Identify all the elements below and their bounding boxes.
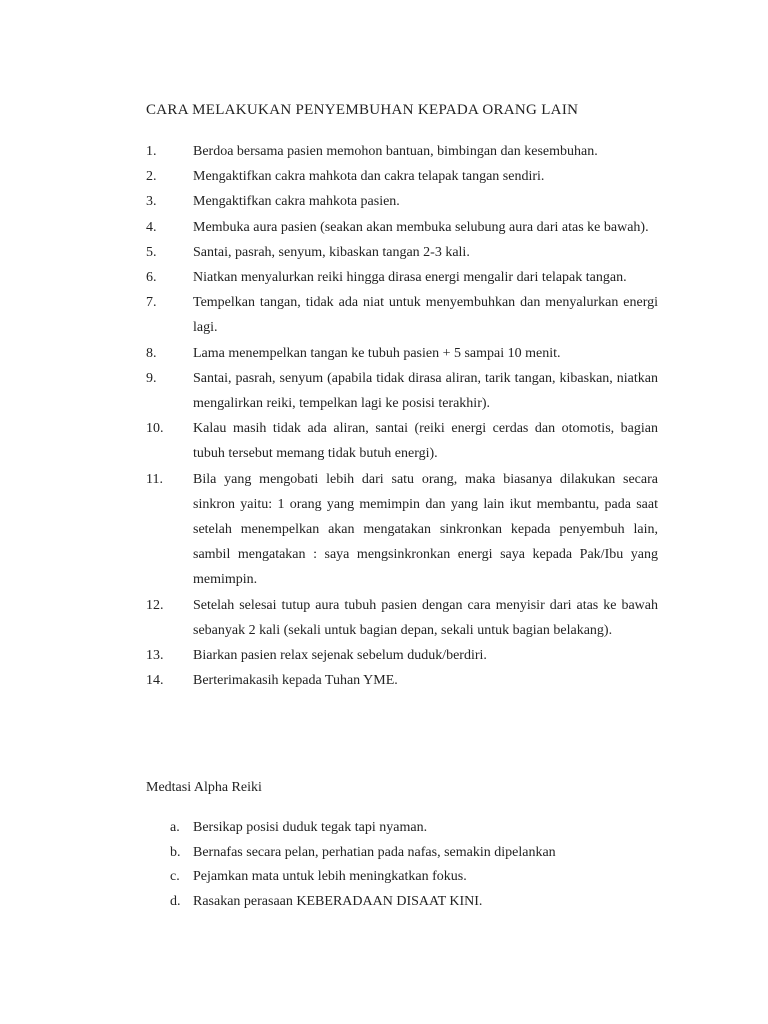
item-letter: b. — [170, 844, 181, 860]
item-text: Niatkan menyalurkan reiki hingga dirasa energi mengalir dari telapak tangan. — [193, 270, 627, 286]
item-text: Pejamkan mata untuk lebih meningkatkan fokus. — [193, 869, 467, 885]
item-text: Kalau masih tidak ada aliran, santai (reiki energi cerdas dan otomotis, bagian tubuh tersebut memang tidak butuh energi). — [193, 421, 658, 462]
item-number: 14. — [146, 673, 164, 689]
item-number: 6. — [146, 270, 157, 286]
list-item — [146, 366, 658, 416]
list-item — [146, 865, 658, 890]
item-letter: a. — [170, 820, 180, 835]
item-text: Mengaktifkan cakra mahkota pasien. — [193, 194, 400, 210]
item-number: 11. — [146, 471, 163, 487]
list-item — [146, 240, 658, 265]
list-item — [146, 668, 658, 693]
item-number: 1. — [146, 144, 157, 159]
document-title: CARA MELAKUKAN PENYEMBUHAN KEPADA ORANG LAIN — [146, 102, 579, 118]
item-text: Mengaktifkan cakra mahkota dan cakra telapak tangan sendiri. — [193, 169, 545, 185]
list-item — [146, 290, 658, 340]
item-text: Membuka aura pasien (seakan akan membuka selubung aura dari atas ke bawah). — [193, 219, 649, 235]
item-number: 8. — [146, 345, 157, 361]
list-item — [146, 467, 658, 593]
list-item — [146, 841, 658, 866]
meditation-steps-list — [146, 816, 658, 914]
section-heading: Medtasi Alpha Reiki — [146, 780, 262, 795]
list-item — [146, 341, 658, 366]
list-item — [146, 215, 658, 240]
item-text: Bersikap posisi duduk tegak tapi nyaman. — [193, 820, 428, 835]
list-item — [146, 416, 658, 466]
item-text: Berdoa bersama pasien memohon bantuan, bimbingan dan kesembuhan. — [193, 144, 598, 159]
list-item — [146, 890, 658, 915]
item-number: 2. — [146, 169, 157, 185]
list-item — [146, 816, 658, 841]
list-item — [146, 164, 658, 189]
item-number: 12. — [146, 597, 164, 613]
item-text: Bernafas secara pelan, perhatian pada nafas, semakin dipelankan — [193, 844, 556, 860]
item-text: Rasakan perasaan KEBERADAAN DISAAT KINI. — [193, 893, 483, 909]
item-text: Biarkan pasien relax sejenak sebelum duduk/berdiri. — [193, 648, 487, 664]
list-item — [146, 189, 658, 214]
item-number: 7. — [146, 295, 157, 311]
item-text: Tempelkan tangan, tidak ada niat untuk menyembuhkan dan menyalurkan energi lagi. — [193, 295, 658, 336]
item-text: Lama menempelkan tangan ke tubuh pasien + 5 sampai 10 menit. — [193, 345, 561, 361]
item-text: Bila yang mengobati lebih dari satu orang, maka biasanya dilakukan secara sinkron yaitu: 1 orang yang memimpin dan yang lain ikut membantu, pada saat setelah menempelkan akan mengatakan sinkronkan kepada penyembuh lain, sambil mengatakan : saya mengsinkronkan energi saya kepada Pak/Ibu yang memimpin. — [193, 471, 658, 588]
item-text: Santai, pasrah, senyum (apabila tidak dirasa aliran, tarik tangan, kibaskan, niatkan mengalirkan reiki, tempelkan lagi ke posisi terakhir). — [193, 370, 658, 412]
list-item — [146, 593, 658, 643]
item-text: Santai, pasrah, senyum, kibaskan tangan 2-3 kali. — [193, 244, 470, 260]
item-number: 4. — [146, 219, 157, 235]
item-number: 10. — [146, 421, 164, 437]
list-item — [146, 643, 658, 668]
list-item — [146, 265, 658, 290]
item-number: 3. — [146, 194, 157, 210]
item-letter: c. — [170, 869, 180, 885]
healing-steps-list — [146, 139, 658, 693]
item-number: 5. — [146, 244, 157, 260]
item-text: Setelah selesai tutup aura tubuh pasien dengan cara menyisir dari atas ke bawah sebanyak 2 kali (sekali untuk bagian depan, sekali untuk bagian belakang). — [193, 597, 658, 638]
item-text: Berterimakasih kepada Tuhan YME. — [193, 673, 398, 689]
item-number: 9. — [146, 370, 157, 386]
list-item — [146, 139, 658, 164]
item-number: 13. — [146, 648, 164, 664]
item-letter: d. — [170, 893, 181, 909]
